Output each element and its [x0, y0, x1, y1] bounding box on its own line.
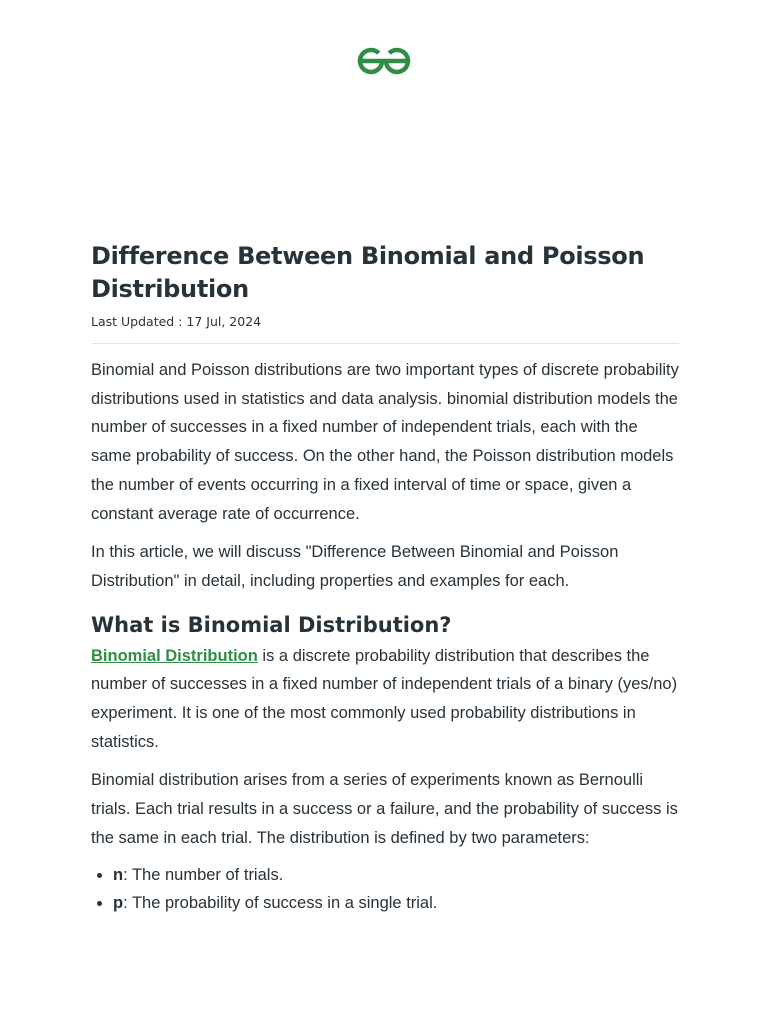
intro-paragraph: Binomial and Poisson distributions are two important types of discrete probability distributions used in statistics and data analysis. binomial distribution models the number of successes in a fixed number of independent trials, each with the same probability of success. On the other hand, the Poisson distribution models the number of events occurring in a fixed interval of time or space, given a constant average rate of occurrence. — [91, 361, 679, 523]
parameter-symbol: n — [113, 865, 124, 884]
section-heading: What is Binomial Distribution? — [91, 612, 452, 637]
parameter-description: : The probability of success in a single trial. — [123, 894, 438, 913]
definition-text: is a discrete probability distribution that describes the number of successes in a fixed number of independent trials of a binary (yes/no) experiment. It is one of the most commonly used probability distributions in statistics. — [91, 646, 678, 751]
parameter-list — [91, 861, 679, 918]
last-updated-label: Last Updated : — [91, 314, 183, 329]
definition-paragraph — [91, 642, 679, 757]
parameter-symbol: p — [113, 894, 124, 913]
title-divider — [91, 343, 679, 344]
bernoulli-paragraph: Binomial distribution arises from a series of experiments known as Bernoulli trials. Each trial results in a success or a failure, and the probability of success is the same in each trial. The distribution is defined by two parameters: — [91, 771, 678, 847]
geeksforgeeks-logo-icon[interactable] — [354, 44, 414, 78]
article — [91, 240, 679, 918]
list-item — [113, 861, 679, 890]
article-scope-paragraph: In this article, we will discuss "Difference Between Binomial and Poisson Distribution" in detail, including properties and examples for each. — [91, 543, 619, 590]
last-updated — [91, 313, 679, 331]
article-title: Difference Between Binomial and Poisson Distribution — [91, 242, 645, 303]
last-updated-date: 17 Jul, 2024 — [186, 314, 262, 329]
parameter-description: : The number of trials. — [123, 865, 284, 884]
list-item — [113, 889, 679, 918]
binomial-distribution-link[interactable]: Binomial Distribution — [91, 646, 258, 665]
